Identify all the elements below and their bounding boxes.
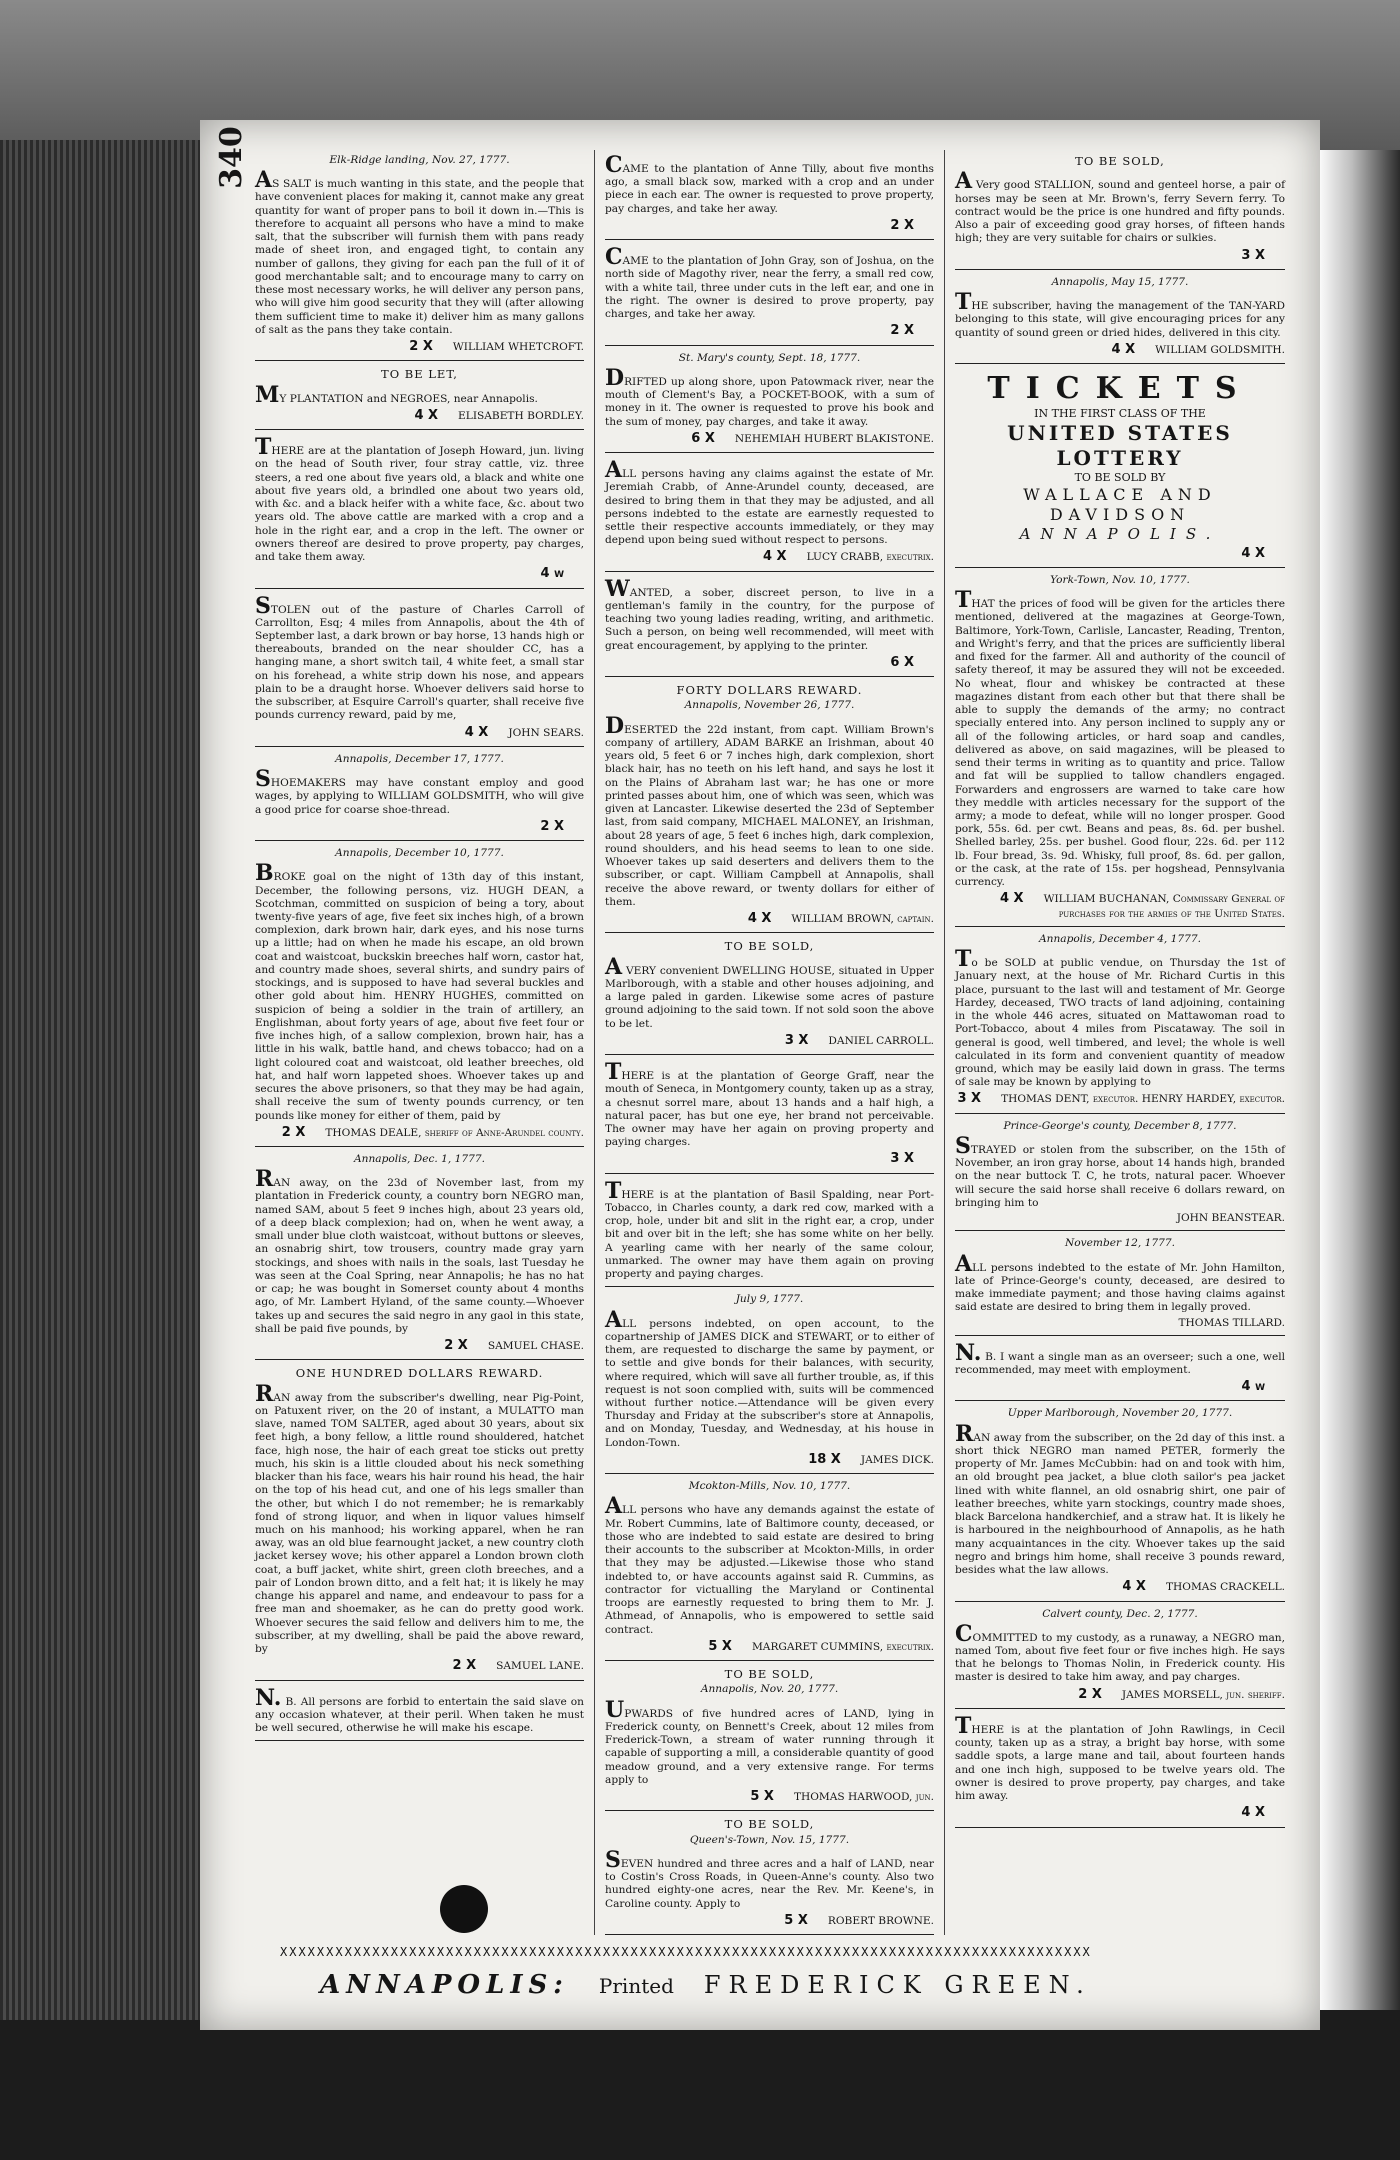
lottery-title: TICKETS	[987, 370, 1253, 406]
advertisement	[605, 242, 934, 345]
imprint-printed: Printed	[598, 1974, 674, 1998]
ad-footer	[605, 1639, 934, 1655]
handwritten-mark: 4 X	[1241, 1805, 1265, 1821]
ad-dateline: Queen's-Town, Nov. 15, 1777.	[689, 1833, 850, 1846]
ad-body: THERE is at the plantation of John Rawlings, in Cecil county, taken up as a stray, a bright bay horse, with some saddle spots, a large mane and tail, about fourteen hands and one inch high, supposed to be twelve years old. The owner is desired to prove property, pay charges, and take him away.	[955, 1712, 1285, 1803]
ornamental-rule: XXXXXXXXXXXXXXXXXXXXXXXXXXXXXXXXXXXXXXXXXXXXXXXXXXXXXXXXXXXXXXXXXXXXXXXXXXXXXXXXXXXXXXXX	[280, 1945, 1092, 1959]
advertisement	[255, 1683, 584, 1742]
ad-body: AS SALT is much wanting in this state, and the people that have convenient places for making it, cannot make any great quantity for want of proper pans to boil it down in.—This is therefore to acquaint all persons who have a mind to make salt, that the subscriber will furnish them with pans ready made of sheet iron, and engaged tight, to contain any number of gallons, they giving for each pan the full of it of good merchantable salt; and to encourage many to carry on these most necessary works, he will deliver any person pans, who will give him good security that they will (after allowing them sufficient time to make it) deliver him as many gallons of salt as the pans they take contain.	[255, 167, 584, 336]
ad-signature: ELISABETH BORDLEY.	[458, 409, 584, 422]
lottery-firm: WALLACE AND DAVIDSON	[1023, 484, 1217, 524]
handwritten-mark: 4 X	[999, 891, 1024, 907]
ad-signature: JOHN SEARS.	[508, 726, 584, 739]
ad-signature: THOMAS DENT, executor. HENRY HARDEY, executor.	[1001, 1093, 1285, 1106]
ad-dateline: Calvert county, Dec. 2, 1777.	[1042, 1607, 1198, 1620]
ad-body: RAN away from the subscriber's dwelling, near Pig-Point, on Patuxent river, on the 20 of instant, a MULATTO man slave, named TOM SALTER, aged about 30 years, about six feet high, a bony fellow, a little round shouldered, hatchet face, high nose, the hair of each great toe sticks out pretty much, his skin is a little clouded about his neck something blacker than his face, wears his hair round his head, the hair on the top of his head cut, and one of his legs smaller than the other, but which I do not remember; he is remarkably fond of strong liquor, and when in liquor values himself much on his manhood; his working apparel, when he ran away, was an old blue fearnought jacket, a new country cloth jacket kersey wove; his other apparel a London brown cloth coat, a buff jacket, white shirt, green cloth breeches, and a pair of London brown ditto, and a felt hat; it is likely he may change his apparel and name, and endeavour to pass for a free man and shoemaker, as he can do pretty good work. Whoever secures the said fellow and delivers him to me, the subscriber, at my dwelling, shall be paid the above reward, by	[255, 1380, 584, 1656]
ad-footer	[605, 218, 934, 234]
ad-signature: THOMAS DEALE, sheriff of Anne-Arundel county.	[325, 1126, 584, 1139]
book-binding	[0, 140, 200, 2020]
advertisement	[255, 363, 584, 430]
ad-footer	[605, 911, 934, 927]
ink-blot	[440, 1885, 488, 1933]
ad-body: ALL persons indebted, on open account, to the copartnership of JAMES DICK and STEWART, or to either of them, are requested to discharge the same by payment, or to settle and give bonds for their balances, with security, where required, which will save all further trouble, as, if this request is not soon complied with, suits will be commenced without further notice.—Attendance will be given every Thursday and Friday at the subscriber's store at Annapolis, and on Monday, Tuesday, and Wednesday, at his house in London-Town.	[605, 1306, 934, 1449]
newspaper-page	[200, 120, 1320, 2030]
ad-body: MY PLANTATION and NEGROES, near Annapolis.	[255, 381, 538, 408]
ad-footer	[605, 323, 934, 339]
ad-body: ALL persons having any claims against the estate of Mr. Jeremiah Crabb, of Anne-Arundel county, deceased, are desired to bring them in that they may be adjusted, and all persons indebted to the estate are earnestly requested to settle their respective accounts immediately, or they may depend upon being sued without respect to persons.	[605, 457, 934, 547]
ad-body: THERE are at the plantation of Joseph Howard, jun. living on the head of South river, four stray cattle, viz. three steers, a red one about five years old, a black and white one about five years old, a brindled one about two years old, with &c. and a black heifer with a white face, &c. about two years old. The above cattle are marked with a crop and a hole in the right ear, and a crop in the left. The owner or owners thereof are desired to prove property, pay charges, and take them away.	[255, 434, 584, 564]
advertisement	[255, 1149, 584, 1360]
ad-heading: TO BE SOLD,	[724, 1817, 815, 1832]
advertisement	[605, 1289, 934, 1474]
ad-signature: NEHEMIAH HUBERT BLAKISTONE.	[734, 432, 934, 445]
advertisement	[955, 1338, 1285, 1402]
ad-footer	[955, 891, 1285, 920]
handwritten-mark: 4 w	[1241, 1379, 1265, 1395]
advertisement	[605, 574, 934, 677]
ad-signature: MARGARET CUMMINS, executrix.	[751, 1640, 934, 1653]
ad-body: A VERY convenient DWELLING HOUSE, situated in Upper Marlborough, with a stable and other houses adjoining, and a large paled in garden. Likewise some acres of pasture ground adjoining to the said town. If not sold soon the above to be let.	[605, 953, 934, 1030]
ad-body: BROKE goal on the night of 13th day of this instant, December, the following persons, viz. HUGH DEAN, a Scotchman, committed on suspicion of being a tory, about twenty-five years of age, five feet six inches high, of a brown complexion, dark brown hair, dark eyes, and his nose turns up a little; had on when he made his escape, an old brown coat and waistcoat, buckskin breeches half worn, castor hat, and country made shoes, several shirts, and sundry pairs of stockings, and is supposed to have had several buckles and other gold about him. HENRY HUGHES, committed on suspicion of being a soldier in the train of artillery, an Englishman, about forty years of age, about five feet four or five inches high, of a sallow complexion, brown hair, has a little in his walk, battle hand, and chews tobacco; had on a light coloured coat and waistcoat, old leather breeches, old hat, and half worn lappeted shoes. Whoever takes up and secures the above prisoners, so that they may be had again, shall receive the sum of twenty pounds currency, or ten pounds like money for either of them, paid by	[255, 860, 584, 1122]
column-left	[245, 150, 595, 1935]
ad-body: RAN away from the subscriber, on the 2d day of this inst. a short thick NEGRO man named PETER, formerly the property of Mr. James McCubbin: had on and took with him, an old brought pea jacket, a blue cloth sailor's pea jacket lined with white flannel, an old osnabrig shirt, one pair of leather breeches, white yarn stockings, country made shoes, black Barcelona handkerchief, and a straw hat. It is likely he is harboured in the neighbourhood of Annapolis, as he hath many acquaintances in the city. Whoever takes up the said negro and brings him home, shall receive 3 pounds reward, besides what the law allows.	[955, 1420, 1285, 1577]
ad-body: STRAYED or stolen from the subscriber, on the 15th of November, an iron gray horse, about 14 hands high, branded on the near buttock T. C, he trots, natural pacer. Whoever will secure the said horse shall receive 6 dollars reward, on bringing him to	[955, 1132, 1285, 1209]
handwritten-mark: 2 X	[409, 339, 433, 355]
advertisement	[605, 1176, 934, 1288]
handwritten-mark: 5 X	[750, 1789, 774, 1805]
ad-dateline: Annapolis, December 10, 1777.	[335, 847, 504, 860]
ad-signature: WILLIAM BUCHANAN, Commissary General of purchases for the armies of the United States.	[1043, 893, 1285, 920]
page-edge	[1320, 150, 1400, 2010]
ad-signature: JOHN BEANSTEAR.	[1176, 1212, 1285, 1225]
ad-footer	[605, 655, 934, 671]
ad-body: THAT the prices of food will be given for the articles there mentioned, delivered at the magazines at George-Town, Baltimore, York-Town, Carlisle, Lancaster, Reading, Trenton, and Wright's ferry, and that the prices are sufficiently liberal and fixed for the farmer. All and authority of the council of safety thereof, it may be assured they will not be exceeded. No wheat, flour and whiskey be contracted at these magazines distant from each other but that there shall be able to supply the demands of the army; no contract specially entered into. Any person inclined to supply any or all of the following articles, or hard soap and candles, delivered as above, on said magazines, will be pleased to send their terms in writing as to quantity and price. Tallow and fat will be supplied to tallow chandlers engaged. Forwarders and engrossers are warned to take care how they meddle with articles necessary for the support of the army; a mode to defeat, while will no longer prosper. Good pork, 55s. 6d. per cwt. Beans and peas, 8s. 6d. per bushel. Shelled barley, 25s. per bushel. Good flour, 22s. 6d. per 112 lb. Four bread, 3s. 9d. Whisky, full proof, 8s. 6d. per gallon, or the cask, at the rate of 15s. per hogshead, Pennsylvania currency.	[955, 587, 1285, 889]
ad-footer	[605, 1452, 934, 1468]
ad-footer	[255, 1338, 584, 1354]
ad-signature: JAMES MORSELL, jun. sheriff.	[1121, 1688, 1285, 1701]
ad-signature: SAMUEL CHASE.	[487, 1340, 584, 1353]
lottery-sold-by: TO BE SOLD BY	[1074, 471, 1166, 485]
handwritten-mark: 2 X	[452, 1658, 477, 1674]
handwritten-mark: 3 X	[784, 1032, 809, 1048]
ad-signature: DANIEL CARROLL.	[828, 1034, 934, 1047]
advertisement	[955, 1116, 1285, 1232]
ad-footer	[955, 1687, 1285, 1703]
handwritten-mark: 2 X	[540, 818, 564, 834]
advertisement	[255, 843, 584, 1147]
ad-footer	[605, 1151, 934, 1167]
ad-body: N. B. All persons are forbid to entertain the said slave on any occasion whatever, at their peril. When taken he must be well secured, otherwise he will make his escape.	[255, 1684, 584, 1735]
advertisement	[605, 455, 934, 572]
ad-footer	[605, 431, 934, 447]
ad-footer	[955, 1212, 1285, 1225]
ad-dateline: July 9, 1777.	[735, 1293, 804, 1306]
columns	[245, 150, 1295, 1935]
ad-dateline: Annapolis, December 4, 1777.	[1038, 932, 1201, 945]
ad-footer	[255, 339, 584, 355]
imprint-printer: FREDERICK GREEN.	[703, 1971, 1092, 1999]
handwritten-mark: 4 X	[414, 407, 439, 423]
ad-body: SHOEMAKERS may have constant employ and good wages, by applying to WILLIAM GOLDSMITH, who will give a good price for coarse shoe-thread.	[255, 766, 584, 816]
handwritten-mark: 6 X	[890, 654, 914, 670]
imprint	[320, 1970, 1220, 2000]
handwritten-mark: 3 X	[890, 1151, 914, 1167]
ad-footer	[955, 1317, 1285, 1330]
ad-footer	[255, 408, 584, 424]
ad-signature: THOMAS HARWOOD, jun.	[793, 1791, 934, 1804]
handwritten-mark: 2 X	[281, 1124, 306, 1140]
ad-body: To be SOLD at public vendue, on Thursday the 1st of January next, at the house of Mr. Richard Curtis in this place, pursuant to the last will and testament of Mr. George Hardey, deceased, TWO tracts of land adjoining, containing in the whole 446 acres, situated on Mattawoman road to Port-Tobacco, about 4 miles from Piscataway. The soil in general is good, well timbered, and level; the whole is well calculated in its form and convenient quantity of meadow ground, which may be easily laid down in grass. The terms of sale may be known by applying to	[955, 946, 1285, 1089]
ad-body: STOLEN out of the pasture of Charles Carroll of Carrollton, Esq; 4 miles from Annapolis, about the 4th of September last, a dark brown or bay horse, 13 hands high or thereabouts, branded on the near shoulder CC, has a hanging mane, a short switch tail, 4 white feet, a small star on his forehead, a white strip down his nose, and appears plain to be a draught horse. Whoever delivers said horse to the subscriber, at Esquire Carroll's quarter, shall receive five pounds currency reward, paid by me,	[255, 592, 584, 722]
advertisement	[255, 1362, 584, 1680]
advertisement	[605, 1813, 934, 1935]
ad-footer	[255, 566, 584, 582]
ad-footer	[955, 1805, 1285, 1821]
advertisement	[955, 1711, 1285, 1828]
ad-body: UPWARDS of five hundred acres of LAND, lying in Frederick county, on Bennett's Creek, about 12 miles from Frederick-Town, a stream of water running through it capable of supporting a mill, a considerable quantity of good meadow ground, and a very extensive range. For terms apply to	[605, 1696, 934, 1786]
ad-body: CAME to the plantation of Anne Tilly, about five months ago, a small black sow, marked with a crop and an under piece in each ear. The owner is requested to prove property, pay charges, and take her away.	[605, 152, 934, 215]
advertisement	[255, 150, 584, 361]
handwritten-mark: 3 X	[1241, 247, 1265, 263]
ad-body: ALL persons indebted to the estate of Mr. John Hamilton, late of Prince-George's county, deceased, are desired to make immediate payment; and those having claims against said estate are desired to bring them in legally proved.	[955, 1250, 1285, 1314]
lottery-subtitle: IN THE FIRST CLASS OF THE	[1034, 407, 1206, 421]
ad-signature: LUCY CRABB, executrix.	[806, 551, 934, 564]
ad-heading: TO BE LET,	[381, 367, 458, 382]
lottery-town: ANNAPOLIS.	[1019, 524, 1221, 543]
ad-body: SEVEN hundred and three acres and a half of LAND, near to Costin's Cross Roads, in Queen-Anne's county. Also two hundred eighty-one acres, near the Rev. Mr. Keene's, in Caroline county. Apply to	[605, 1846, 934, 1910]
ad-dateline: Mcokton-Mills, Nov. 10, 1777.	[688, 1480, 851, 1493]
ad-body: DRIFTED up along shore, upon Patowmack river, near the mouth of Clement's Bay, a POCKET-BOOK, with a sum of money in it. The owner is requested to prove his book and the sum of money, pay charges, and take it away.	[605, 364, 934, 428]
ad-dateline: Annapolis, May 15, 1777.	[1051, 275, 1189, 288]
ad-body: DESERTED the 22d instant, from capt. William Brown's company of artillery, ADAM BARKE an Irishman, about 40 years old, 5 feet 6 or 7 inches high, dark complexion, short black hair, has no teeth on his left hand, and says he lost it on the Plains of Abraham last war; he has one or more printed passes about him, one of which was seen, which was given at Lancaster. Likewise deserted the 23d of September last, from said company, MICHAEL MALONEY, an Irishman, about 28 years of age, 5 feet 6 inches high, dark complexion, round shoulders, and his head seems to lean to one side. Whoever takes up said deserters and delivers them to the subscriber, or capt. William Campbell at Annapolis, shall receive the above reward, or twenty dollars for either of them.	[605, 712, 934, 908]
ad-heading: TO BE SOLD,	[1075, 154, 1165, 168]
ad-body: CAME to the plantation of John Gray, son of Joshua, on the north side of Magothy river, near the ferry, a small red cow, with a white tail, three under cuts in the left ear, and one in the right. The owner is desired to prove property, pay charges, and take her away.	[605, 244, 934, 321]
handwritten-mark: 6 X	[691, 430, 715, 446]
handwritten-mark: 4 X	[762, 549, 787, 565]
ad-body: COMMITTED to my custody, as a runaway, a NEGRO man, named Tom, about five feet four or five inches high. He says that he belongs to Thomas Nolin, in Frederick county. His master is desired to take him away, and pay charges.	[955, 1620, 1285, 1684]
handwritten-mark: 2 X	[444, 1338, 468, 1354]
ad-dateline: Annapolis, December 17, 1777.	[335, 752, 504, 765]
ad-dateline: Annapolis, November 26, 1777.	[684, 699, 855, 712]
ad-footer	[605, 1789, 934, 1805]
ad-footer	[955, 1579, 1285, 1595]
ad-body: WANTED, a sober, discreet person, to live in a gentleman's family in the country, for the purpose of teaching two young ladies reading, writing, and arithmetic. Such a person, on being well recommended, will meet with great encouragement, by applying to the printer.	[605, 575, 934, 652]
ad-signature: WILLIAM BROWN, captain.	[791, 913, 934, 925]
advertisement	[605, 935, 934, 1055]
ad-signature: ROBERT BROWNE.	[827, 1914, 934, 1927]
ad-dateline: St. Mary's county, Sept. 18, 1777.	[678, 351, 861, 364]
advertisement	[605, 1663, 934, 1811]
ad-signature: WILLIAM WHETCROFT.	[452, 341, 584, 354]
ad-body: THERE is at the plantation of Basil Spalding, near Port-Tobacco, in Charles county, a dark red cow, marked with a crop, hole, under bit and slit in the right ear, a crop, under bit and over bit in the left; she has some white on her belly. A yearling came with her nearly of the same colour, unmarked. The owner may have them again on proving property and paying charges.	[605, 1177, 934, 1281]
ad-dateline: Prince-George's county, December 8, 1777.	[1003, 1119, 1237, 1132]
ad-footer	[605, 549, 934, 565]
ad-dateline: Upper Marlborough, November 20, 1777.	[1007, 1407, 1233, 1420]
handwritten-mark: 4 X	[464, 724, 489, 740]
handwritten-mark: 4 X	[1241, 545, 1265, 561]
advertisement	[955, 1403, 1285, 1601]
advertisement	[605, 679, 934, 933]
ad-dateline: Annapolis, Nov. 20, 1777.	[700, 1683, 839, 1696]
ad-body: N. B. I want a single man as an overseer; such a one, well recommended, may meet with employment.	[955, 1339, 1285, 1376]
handwritten-mark: 3 X	[957, 1091, 982, 1107]
handwritten-mark: 5 X	[708, 1638, 732, 1654]
ad-dateline: York-Town, Nov. 10, 1777.	[1050, 573, 1190, 586]
ad-footer	[255, 1658, 584, 1674]
advertisement	[255, 591, 584, 747]
handwritten-mark: 4 X	[1111, 341, 1136, 357]
ad-signature: JAMES DICK.	[860, 1453, 934, 1466]
ad-footer	[255, 819, 584, 835]
handwritten-mark: 4 X	[747, 911, 772, 926]
ad-signature: THOMAS TILLARD.	[1178, 1316, 1285, 1329]
ad-heading: FORTY DOLLARS REWARD.	[676, 683, 863, 698]
ad-footer	[955, 342, 1285, 358]
page-number: 340	[213, 126, 249, 189]
ad-footer	[255, 1125, 584, 1141]
advertisement	[605, 1057, 934, 1174]
ad-footer	[955, 1379, 1285, 1395]
handwritten-mark: 2 X	[1078, 1686, 1102, 1702]
advertisement	[955, 1604, 1285, 1709]
handwritten-mark: 2 X	[890, 323, 914, 339]
advertisement	[955, 1233, 1285, 1335]
ad-footer	[255, 725, 584, 741]
handwritten-mark: 18 X	[808, 1451, 841, 1467]
ad-footer	[955, 248, 1285, 264]
ad-body: A Very good STALLION, sound and genteel horse, a pair of horses may be seen at Mr. Brown's, ferry Severn ferry. To contract would be the price is one hundred and fifty pounds. Also a pair of exceeding good gray horses, of fifteen hands high; they are very suitable for chairs or sulkies.	[955, 168, 1285, 245]
lottery-name: UNITED STATES LOTTERY	[1007, 421, 1233, 471]
handwritten-mark: 2 X	[890, 217, 914, 233]
ad-signature: SAMUEL LANE.	[496, 1660, 584, 1673]
handwritten-mark: 4 w	[540, 566, 564, 582]
handwritten-mark: 4 X	[1122, 1579, 1146, 1595]
advertisement	[255, 749, 584, 841]
ad-heading: TO BE SOLD,	[724, 1667, 815, 1681]
ad-body: THERE is at the plantation of George Graff, near the mouth of Seneca, in Montgomery county, taken up as a stray, a chesnut sorrel mare, about 13 hands and a half high, a natural pacer, has but one eye, her brand not perceivable. The owner may have her again on proving property and paying charges.	[605, 1059, 934, 1149]
advertisement	[605, 150, 934, 240]
ad-footer	[955, 1091, 1285, 1107]
ad-signature: THOMAS CRACKELL.	[1165, 1581, 1285, 1594]
ad-dateline: November 12, 1777.	[1065, 1237, 1175, 1250]
column-middle	[595, 150, 945, 1935]
ad-footer	[605, 1033, 934, 1049]
advertisement	[955, 366, 1285, 568]
ad-signature: WILLIAM GOLDSMITH.	[1155, 343, 1285, 356]
ad-dateline: Elk-Ridge landing, Nov. 27, 1777.	[329, 154, 510, 166]
ad-body: ALL persons who have any demands against the estate of Mr. Robert Cummins, late of Baltimore county, deceased, or those who are indebted to said estate are desired to bring their accounts to the subscriber at Mcokton-Mills, in order that they may be adjusted.—Likewise those who stand indebted to, or have accounts against said R. Cummins, as contractor for victualling the Maryland or Continental troops are earnestly requested to bring them to Mr. J. Athmead, of Annapolis, who is empowered to settle said contract.	[605, 1493, 934, 1636]
handwritten-mark: 5 X	[784, 1912, 808, 1928]
ad-body: THE subscriber, having the management of the TAN-YARD belonging to this state, will give encouraging prices for any quantity of sound green or dried hides, delivered in this city.	[955, 289, 1285, 339]
advertisement	[605, 1476, 934, 1661]
ad-dateline: Annapolis, Dec. 1, 1777.	[354, 1153, 485, 1165]
ad-heading: ONE HUNDRED DOLLARS REWARD.	[295, 1366, 544, 1381]
imprint-place: ANNAPOLIS:	[320, 1970, 569, 2000]
ad-heading: TO BE SOLD,	[724, 939, 815, 954]
advertisement	[955, 150, 1285, 270]
ad-body: RAN away, on the 23d of November last, from my plantation in Frederick county, a country born NEGRO man, named SAM, about 5 feet 9 inches high, about 23 years old, of a deep black complexion; had on, when he went away, a small under blue cloth waistcoat, without buttons or sleeves, an osnabrig shirt, tow trousers, country made gray yarn stockings, and shoes with nails in the soals, last Tuesday he was seen at the Coal Spring, near Annapolis; he has no hat or cap; he was bought in Somerset county about 4 months ago, of Mr. Lambert Hyland, of the same county.—Whoever takes up and secures the said negro in any gaol in this state, shall be paid five pounds, by	[255, 1166, 584, 1335]
advertisement	[605, 348, 934, 453]
ad-footer	[955, 546, 1285, 562]
advertisement	[955, 570, 1285, 927]
advertisement	[955, 929, 1285, 1114]
column-right	[945, 150, 1295, 1935]
advertisement	[255, 432, 584, 588]
advertisement	[955, 272, 1285, 364]
ad-footer	[605, 1913, 934, 1929]
